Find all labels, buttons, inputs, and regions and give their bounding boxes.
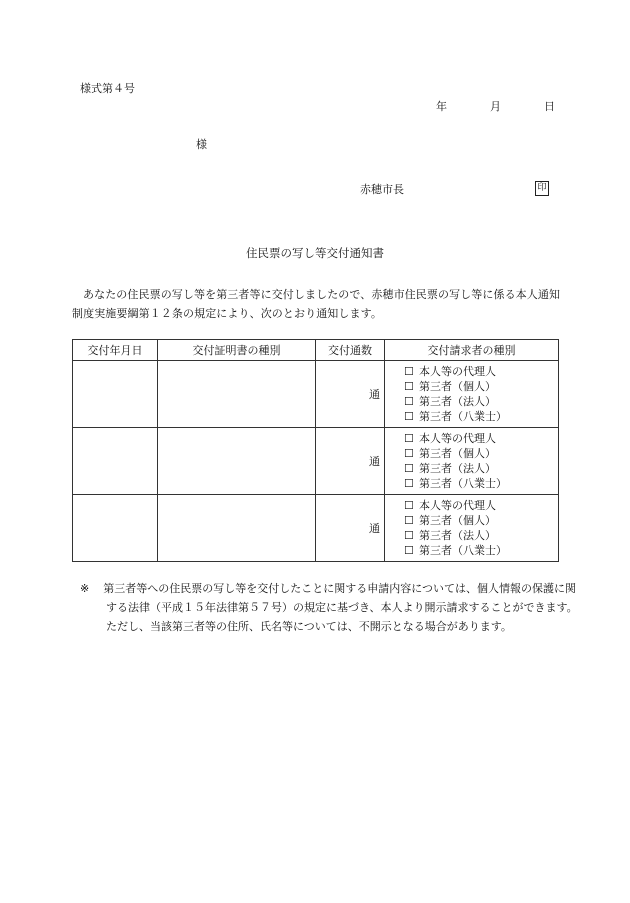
addressee-suffix: 様	[196, 138, 207, 151]
copy-count-cell: 通	[316, 495, 385, 562]
requester-option[interactable]: ☐ 第三者（八業士）	[404, 544, 507, 557]
requester-option[interactable]: ☐ 第三者（法人）	[404, 395, 496, 408]
checkbox-icon[interactable]: ☐	[404, 432, 414, 445]
requester-option[interactable]: ☐ 第三者（個人）	[404, 380, 496, 393]
checkbox-icon[interactable]: ☐	[404, 544, 414, 557]
requester-option[interactable]: ☐ 第三者（八業士）	[404, 477, 507, 490]
requester-option[interactable]: ☐ 第三者（法人）	[404, 529, 496, 542]
requester-option[interactable]: ☐ 第三者（法人）	[404, 462, 496, 475]
certificate-type-cell	[158, 428, 316, 495]
table-row	[73, 495, 559, 562]
requester-option[interactable]: ☐ 第三者（個人）	[404, 514, 496, 527]
requester-type-cell	[385, 495, 559, 562]
checkbox-icon[interactable]: ☐	[404, 477, 414, 490]
copy-count-cell: 通	[316, 428, 385, 495]
requester-option[interactable]: ☐ 本人等の代理人	[404, 432, 496, 445]
issue-date-cell	[73, 428, 158, 495]
issue-date-cell	[73, 495, 158, 562]
certificate-type-cell	[158, 495, 316, 562]
date-month-label: 月	[490, 100, 501, 113]
checkbox-icon[interactable]: ☐	[404, 447, 414, 460]
table-row	[73, 428, 559, 495]
issuer-name: 赤穂市長	[360, 183, 404, 196]
disclosure-note	[80, 579, 584, 636]
table-header-row	[73, 340, 559, 361]
date-day-label: 日	[544, 100, 555, 113]
date-line	[436, 101, 555, 112]
note-mark: ※	[80, 582, 90, 595]
table-row	[73, 361, 559, 428]
checkbox-icon[interactable]: ☐	[404, 462, 414, 475]
body-paragraph: あなたの住民票の写し等を第三者等に交付しましたので、赤穂市住民票の写し等に係る本人通知制度実施要綱第１２条の規定により、次のとおり通知します。	[72, 288, 561, 320]
copy-count-cell: 通	[316, 361, 385, 428]
requester-type-cell	[385, 428, 559, 495]
header-requester-type: 交付請求者の種別	[385, 340, 559, 361]
header-certificate-type: 交付証明書の種別	[158, 340, 316, 361]
date-year-label: 年	[436, 100, 447, 113]
note-text: 第三者等への住民票の写し等を交付したことに関する申請内容については、個人情報の保護に関する法律（平成１５年法律第５７号）の規定に基づき、本人より開示請求することができます。ただし、当該第三者等の住所、氏名等については、不開示となる場合があります。	[103, 582, 578, 633]
issuance-table	[72, 339, 559, 562]
checkbox-icon[interactable]: ☐	[404, 380, 414, 393]
checkbox-icon[interactable]: ☐	[404, 499, 414, 512]
checkbox-icon[interactable]: ☐	[404, 410, 414, 423]
requester-option[interactable]: ☐ 第三者（個人）	[404, 447, 496, 460]
checkbox-icon[interactable]: ☐	[404, 514, 414, 527]
requester-option[interactable]: ☐ 本人等の代理人	[404, 499, 496, 512]
requester-option[interactable]: ☐ 第三者（八業士）	[404, 410, 507, 423]
certificate-type-cell	[158, 361, 316, 428]
checkbox-icon[interactable]: ☐	[404, 529, 414, 542]
requester-option[interactable]: ☐ 本人等の代理人	[404, 365, 496, 378]
header-issue-date: 交付年月日	[73, 340, 158, 361]
header-copy-count: 交付通数	[316, 340, 385, 361]
seal-mark: 印	[535, 181, 549, 196]
checkbox-icon[interactable]: ☐	[404, 365, 414, 378]
document-title: 住民票の写し等交付通知書	[246, 246, 384, 260]
requester-type-cell	[385, 361, 559, 428]
form-number: 様式第４号	[80, 82, 135, 95]
checkbox-icon[interactable]: ☐	[404, 395, 414, 408]
issue-date-cell	[73, 361, 158, 428]
